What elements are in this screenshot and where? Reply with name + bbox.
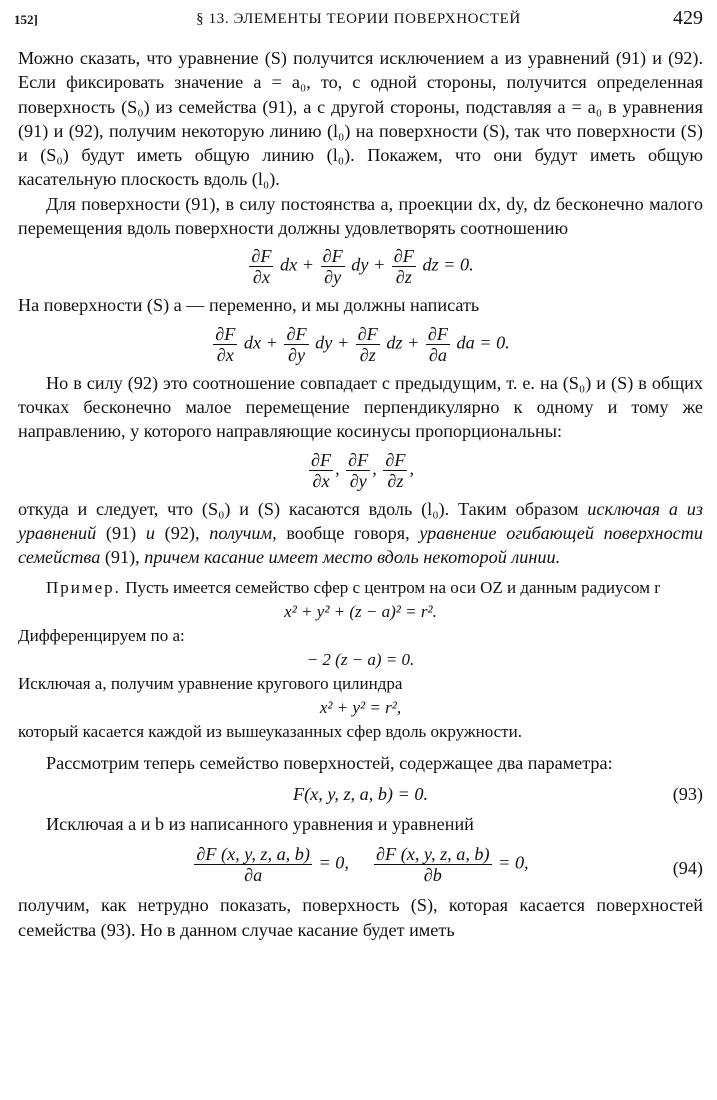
term: dz = 0. (422, 255, 474, 276)
fraction: $\frac{\partial F}{\partial y}$ (348, 449, 369, 491)
page-number: 429 (673, 7, 703, 29)
chapter-title: § 13. ЭЛЕМЕНТЫ ТЕОРИИ ПОВЕРХНОСТЕЙ (196, 11, 521, 27)
fraction: $\frac{\partial F}{\partial x}$ (310, 449, 332, 491)
example-conclusion: который касается каждой из вышеуказанных сфер вдоль окружности. (18, 722, 522, 742)
fraction: $\frac{\partial F}{\partial x}$ (251, 246, 272, 288)
page-body (18, 46, 703, 942)
example-intro: Пример. Пусть имеется семейство сфер с центром на оси OZ и данным радиусом r (46, 578, 660, 598)
term: = 0, (318, 853, 349, 874)
fraction: $\frac{\partial F}{\partial a}$ (427, 323, 448, 365)
equation-cylinder: x² + y² = r², (319, 698, 402, 718)
fraction: $\frac{\partial F}{\partial z}$ (393, 246, 414, 288)
section-marker: 152] (14, 12, 38, 27)
equation-93 (18, 782, 703, 806)
equation-94-number: (94) (672, 858, 703, 879)
fraction: $\frac{\partial F (x, y, z, a, b)}{\partial b}$ (376, 844, 490, 886)
term: da = 0. (456, 332, 510, 353)
fraction: $\frac{\partial F (x, y, z, a, b)}{\partial a}$ (196, 844, 310, 886)
example-label: Пример. (46, 578, 121, 598)
equation-derivative: − 2 (z − a) = 0. (306, 650, 415, 670)
fraction: $\frac{\partial F}{\partial z}$ (357, 323, 378, 365)
equation-full-differential (18, 324, 703, 365)
term: dy + (351, 255, 386, 276)
fraction: $\frac{\partial F}{\partial y}$ (286, 323, 307, 365)
paragraph-conclusion: откуда и следует, что (S₀) и (S) касаются вдоль (l₀). Таким образом исключая a из уравнений (91) и (92), получим, вообще говоря, уравнение огибающей поверхности семейства (91), причем касание имеет место вдоль некоторой линии. (18, 498, 703, 568)
term: dx + (280, 255, 315, 276)
running-header (14, 6, 703, 38)
example-eliminate: Исключая a, получим уравнение кругового цилиндра (18, 674, 403, 694)
paragraph-intro: Можно сказать, что уравнение (S) получится исключением a из уравнений (91) и (92). Если фиксировать значение a = a₀, то, с одной стороны, получится определенная поверхность (S₀) из семейства (91), а с другой стороны, подставляя a = a₀ в уравнения (91) и (92), получим некоторую линию (l₀) на поверхности (S), так что поверхности (S) и (S₀) будут иметь общую линию (l₀). Покажем, что они будут иметь общую касательную плоскость вдоль (l₀). (18, 48, 703, 190)
paragraph-variable-a: На поверхности (S) a — переменно, и мы должны написать (18, 295, 480, 316)
fraction: $\frac{\partial F}{\partial y}$ (322, 246, 343, 288)
equation-sphere: x² + y² + (z − a)² = r². (284, 602, 437, 622)
paragraph-final: получим, как нетрудно показать, поверхность (S), которая касается поверхностей семейства (93). Но в данном случае касание будет иметь (18, 895, 703, 940)
term: dz + (386, 332, 420, 353)
fraction: $\frac{\partial F}{\partial x}$ (215, 323, 236, 365)
example-block (18, 577, 703, 743)
term: dx + (243, 332, 278, 353)
equation-93-expr: F(x, y, z, a, b) = 0. (292, 783, 428, 804)
equation-93-number: (93) (672, 783, 703, 804)
paragraph-eliminate-ab: Исключая a и b из написанного уравнения и уравнений (46, 814, 474, 835)
example-differentiate: Дифференцируем по a: (18, 626, 185, 646)
paragraph-two-parameters: Рассмотрим теперь семейство поверхностей, содержащее два параметра: (46, 753, 613, 774)
term: = 0, (498, 853, 529, 874)
paragraph-comparison: Но в силу (92) это соотношение совпадает с предыдущим, т. е. на (S₀) и (S) в общих точках бесконечно малое перемещение перпендикулярно к одному и тому же направлению, у которого направляющие косинусы пропорциональны: (18, 372, 703, 442)
equation-direction-cosines: $\frac{\partial F}{\partial x}$ , $\frac{\partial F}{\partial y}$ , $\frac{\partial F}{\partial z}$ , (310, 449, 415, 491)
equation-tangent-condition (18, 246, 703, 287)
equation-94 (18, 844, 703, 885)
paragraph-projections: Для поверхности (91), в силу постоянства a, проекции dx, dy, dz бесконечно малого перемещения вдоль поверхности должны удовлетворять соотношению (18, 193, 703, 239)
term: dy + (315, 332, 350, 353)
fraction: $\frac{\partial F}{\partial z}$ (385, 449, 406, 491)
